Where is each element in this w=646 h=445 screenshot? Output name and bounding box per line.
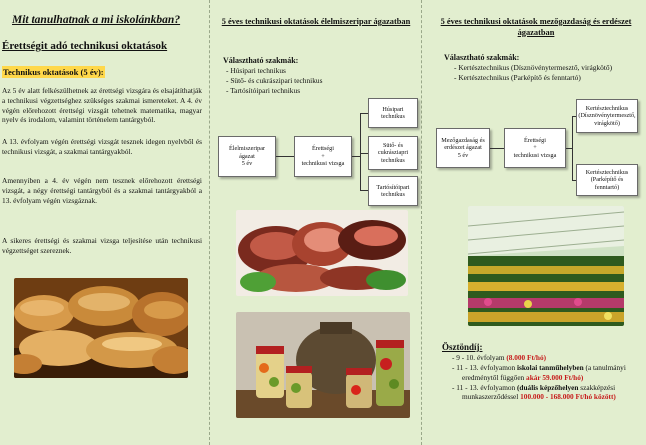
scholarship-text: (duális képzőhelyen <box>517 382 579 392</box>
scholarship-text: iskolai tanműhelyben <box>517 362 584 372</box>
page-title: Mit tanulhatnak a mi iskolánkban? <box>12 14 181 26</box>
intro-paragraph: Az 5 év alatt felkészülhetnek az érettségi vizsgára és elsajátíthatják a technikusi végzettséghez szükséges szakmai ismereteket. A 4. év végén előrehozott érettségi vizsgát tehetnek matematika, magyar nyelv és irodalom, valamint történelem tantárgyból. <box>2 86 202 125</box>
flow-out-box <box>576 164 638 196</box>
flow-out-box <box>368 176 418 206</box>
scholarship-amount: 100.000 - 168.000 Ft/hó között) <box>520 392 616 402</box>
flow-connector <box>276 156 294 157</box>
list-item: - Húsipari technikus <box>226 66 322 76</box>
flow-out-box <box>368 136 418 170</box>
flow-text: technikus <box>381 156 405 164</box>
flow-out-box <box>576 99 638 133</box>
flow-text: technikus <box>381 113 405 120</box>
alt-paragraph: Amennyiben a 4. év végén nem tesznek előrehozott érettségi vizsgát, a négy érettségi tantárgyból és a szakmai tantárgyakból a 13. évfolyam végén vizsgáznak. <box>2 176 202 205</box>
list-item: - Kertésztechnikus (Parképítő és fenntartó) <box>454 73 634 83</box>
list-item: - 11 - 13. évfolyamon iskolai tanműhelyben (a tanulmányi eredménytől függően akár 59.000 Ft/hó) <box>452 362 626 382</box>
food-column-title: 5 éves technikusi oktatások élelmiszeripar ágazatban <box>221 17 411 26</box>
list-item: - 11 - 13. évfolyamon (duális képzőhelyen szakképzési munkaszerződéssel 100.000 - 168.000 Ft/hó között) <box>452 382 616 402</box>
list-item: - Sütő- és cukrászipari technikus <box>226 76 322 86</box>
bread-basket-photo <box>14 278 188 378</box>
flow-connector <box>352 156 360 157</box>
flow-text: Élelmiszeripar <box>228 145 266 153</box>
flow-text: Kertésztechnikus <box>585 168 629 176</box>
greenhouse-flowers-photo <box>468 206 624 326</box>
flow-text: virágkötő) <box>594 119 620 127</box>
scholarship-text: 11 - 13. évfolyamon <box>456 382 516 392</box>
flow-out-box <box>368 98 418 128</box>
flow-connector <box>360 113 368 114</box>
flow-connector <box>490 148 504 149</box>
agri-column-title: 5 éves technikusi oktatások mezőgazdaság és erdészet ágazatban <box>440 17 632 37</box>
food-profession-list <box>226 66 322 96</box>
column-divider-left <box>209 0 210 445</box>
flow-text: Húsipari <box>382 105 404 113</box>
flow-text: Érettségi <box>311 145 334 153</box>
scholarship-text: 11 - 13. évfolyamon <box>456 362 516 372</box>
flow-text: fenntartó) <box>594 183 620 191</box>
list-item: - Tartósítóipari technikus <box>226 86 322 96</box>
list-item: - Kertésztechnikus (Dísznövénytermesztő, virágkötő) <box>454 63 634 73</box>
column-agriculture <box>424 0 646 445</box>
flow-text: + <box>321 152 325 160</box>
flow-text: cukrásziapri <box>377 149 409 157</box>
flow-text: Sütő- és <box>382 141 404 149</box>
scholarship-text: szakképzési munkaszerződéssel <box>462 382 616 402</box>
flow-text: Tartósítóipari <box>376 183 410 191</box>
flow-start-box <box>218 136 276 177</box>
flow-text: 5 év <box>457 151 469 159</box>
scholarship-amount: (8.000 Ft/hó) <box>506 353 547 362</box>
scholarship-text: 9 - 10. évfolyam <box>456 353 505 362</box>
flow-connector <box>360 153 368 154</box>
flow-connector <box>360 113 361 190</box>
flow-mid-box <box>294 136 352 177</box>
flow-text: technikusi vizsga <box>513 151 557 159</box>
flow-text: Érettségi <box>523 136 546 144</box>
flow-text: erdészet ágazat <box>444 144 482 152</box>
flow-text: + <box>533 144 537 152</box>
flow-connector <box>360 190 368 191</box>
exam-paragraph: A 13. évfolyam végén érettségi vizsgát tesznek idegen nyelvből és technikusi vizsgát, a szakmai tantárgyakból. <box>2 137 202 156</box>
list-item: - 9 - 10. évfolyam (8.000 Ft/hó) <box>452 353 547 362</box>
flow-text: Kertésztechnikus <box>585 104 629 112</box>
agri-choose-label: Választható szakmák: <box>444 53 520 62</box>
meat-platter-photo <box>236 210 408 296</box>
flow-text: (Dísznövénytermesztő, <box>578 112 636 120</box>
flow-text: 5 év <box>241 160 253 168</box>
flow-text: Mezőgazdaság és <box>441 136 485 144</box>
flow-text: (Parképítő és <box>590 176 624 184</box>
section-title: Érettségit adó technikusi oktatások <box>2 40 168 52</box>
column-school-intro <box>0 0 208 445</box>
result-paragraph: A sikeres érettségi és szakmai vizsga teljesítése után technikusi végzettséget szereznek. <box>2 236 202 255</box>
scholarship-text: (a tanulmányi eredménytől függően <box>462 362 626 382</box>
scholarship-amount: akár 59.000 Ft/hó) <box>526 372 584 382</box>
flow-text: ágazat <box>239 152 255 160</box>
scholarship-list <box>452 353 642 402</box>
flow-mid-box <box>504 128 566 168</box>
preserves-jars-photo <box>236 312 410 418</box>
column-food-industry <box>212 0 420 445</box>
column-divider-right <box>421 0 422 445</box>
highlight-label: Technikus oktatások (5 év): <box>3 67 104 77</box>
food-choose-label: Választható szakmák: <box>223 56 299 65</box>
flow-start-box <box>436 128 490 168</box>
flow-text: technikus <box>381 191 405 198</box>
scholarship-label: Ösztöndíj: <box>442 342 483 352</box>
agri-profession-list <box>454 63 634 83</box>
flow-text: technikusi vizsga <box>301 160 345 168</box>
flow-connector <box>572 116 573 180</box>
